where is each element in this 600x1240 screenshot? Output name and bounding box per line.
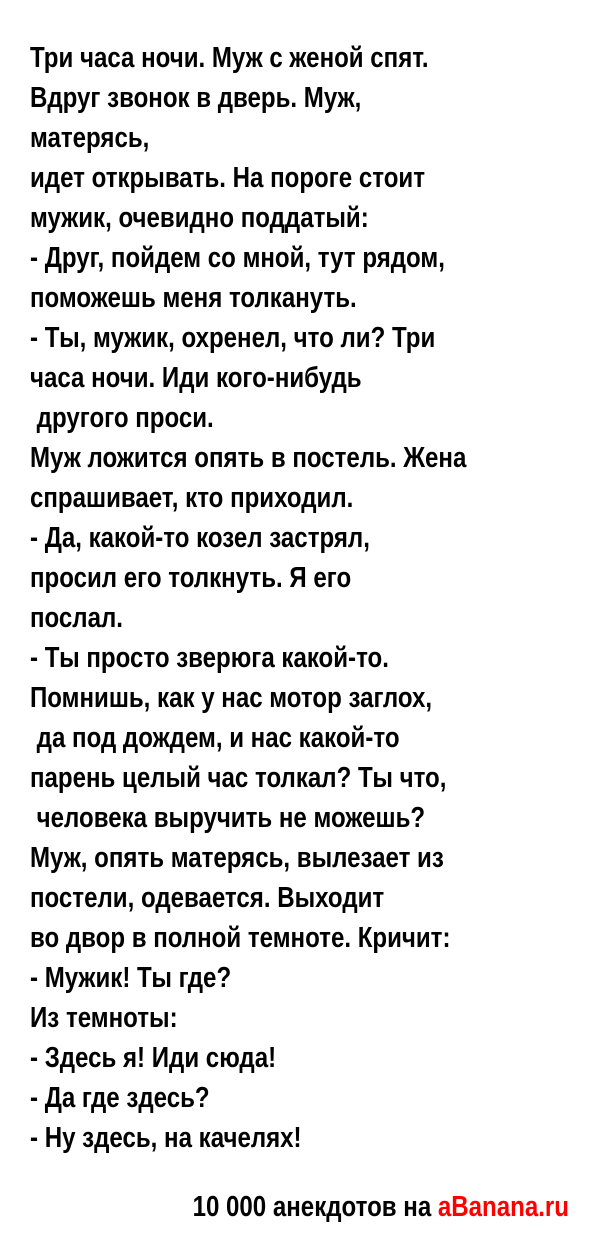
joke-line: постели, одевается. Выходит xyxy=(30,882,385,914)
joke-line: мужик, очевидно поддатый: xyxy=(30,202,369,234)
joke-line: - Да, какой-то козел застрял, xyxy=(30,522,370,554)
joke-line: другого проси. xyxy=(30,402,214,434)
joke-text-block xyxy=(30,38,594,1158)
joke-line: во двор в полной темноте. Кричит: xyxy=(30,922,451,954)
joke-line: - Да где здесь? xyxy=(30,1082,210,1114)
joke-line: парень целый час толкал? Ты что, xyxy=(30,762,447,794)
footer-site-link[interactable]: aBanana.ru xyxy=(437,1191,569,1223)
joke-line: Три часа ночи. Муж с женой спят. xyxy=(30,42,429,74)
joke-line: послал. xyxy=(30,602,123,634)
joke-line: Вдруг звонок в дверь. Муж, xyxy=(30,82,362,114)
joke-line: Муж, опять матерясь, вылезает из xyxy=(30,842,444,874)
joke-line: матерясь, xyxy=(30,122,150,154)
joke-line: идет открывать. На пороге стоит xyxy=(30,162,426,194)
joke-line: - Друг, пойдем со мной, тут рядом, xyxy=(30,242,445,274)
joke-line: - Ты, мужик, охренел, что ли? Три xyxy=(30,322,436,354)
joke-line: - Здесь я! Иди сюда! xyxy=(30,1042,277,1074)
joke-line: часа ночи. Иди кого-нибудь xyxy=(30,362,362,394)
joke-line: спрашивает, кто приходил. xyxy=(30,482,354,514)
joke-line: человека выручить не можешь? xyxy=(30,802,426,834)
joke-line: Муж ложится опять в постель. Жена xyxy=(30,442,467,474)
joke-line: поможешь меня толкануть. xyxy=(30,282,357,314)
joke-line: - Ну здесь, на качелях! xyxy=(30,1122,302,1154)
joke-line: - Мужик! Ты где? xyxy=(30,962,232,994)
footer-caption xyxy=(97,1187,569,1227)
joke-line: просил его толкнуть. Я его xyxy=(30,562,352,594)
joke-line: Помнишь, как у нас мотор заглох, xyxy=(30,682,433,714)
footer-caption-text: 10 000 анекдотов на xyxy=(192,1191,438,1223)
joke-line: да под дождем, и нас какой-то xyxy=(30,722,400,754)
joke-line: Из темноты: xyxy=(30,1002,178,1034)
joke-line: - Ты просто зверюга какой-то. xyxy=(30,642,389,674)
